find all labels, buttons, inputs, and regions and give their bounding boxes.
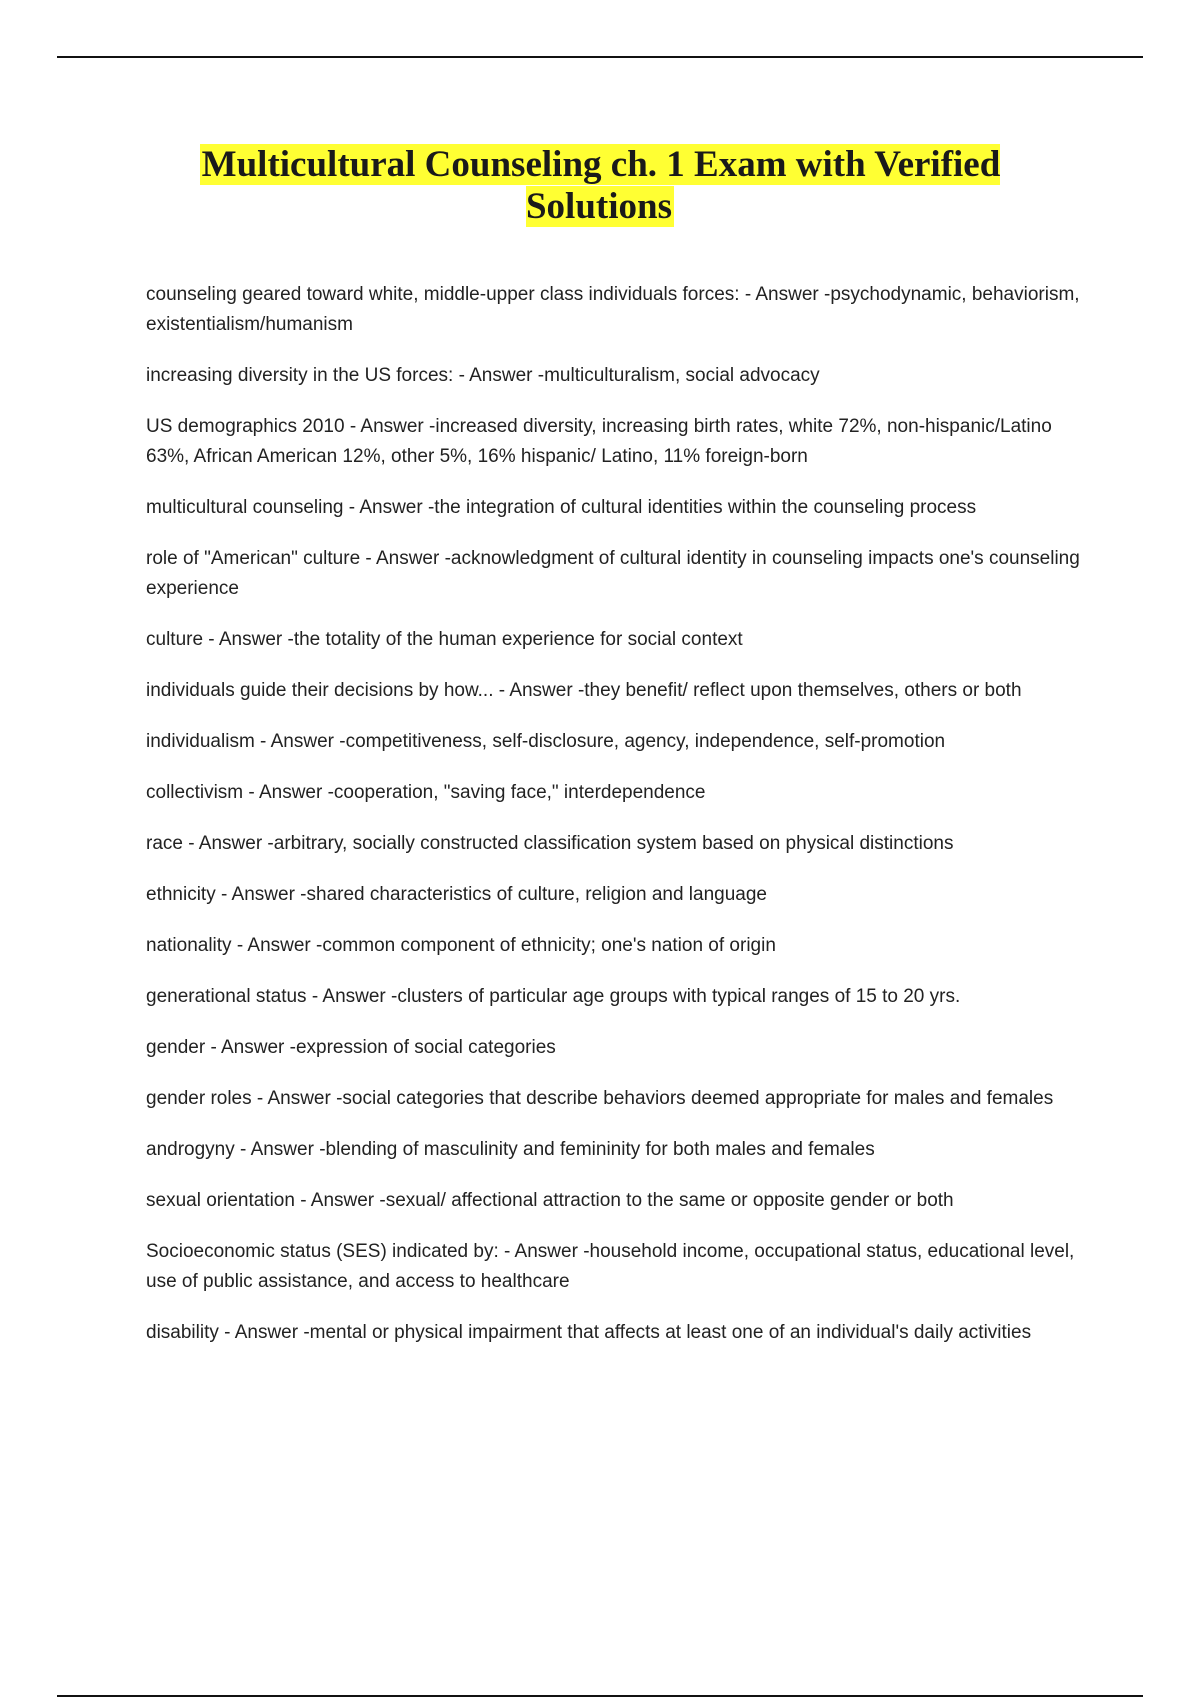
qa-item: Socioeconomic status (SES) indicated by: - Answer -household income, occupational status, educational level, use of public assistance, and access to healthcare [146, 1241, 1075, 1292]
qa-item: individualism - Answer -competitiveness, self-disclosure, agency, independence, self-promotion [146, 731, 946, 752]
qa-item: nationality - Answer -common component of ethnicity; one's nation of origin [146, 935, 776, 956]
qa-item: collectivism - Answer -cooperation, "saving face," interdependence [146, 782, 706, 803]
qa-item: generational status - Answer -clusters of particular age groups with typical ranges of 15 to 20 yrs. [146, 986, 961, 1007]
qa-item: US demographics 2010 - Answer -increased diversity, increasing birth rates, white 72%, non-hispanic/Latino 63%, African American 12%, other 5%, 16% hispanic/ Latino, 11% foreign-born [146, 416, 1052, 467]
qa-item: ethnicity - Answer -shared characteristics of culture, religion and language [146, 884, 767, 905]
qa-item: gender - Answer -expression of social categories [146, 1037, 556, 1058]
qa-item: increasing diversity in the US forces: - Answer -multiculturalism, social advocacy [146, 365, 820, 386]
qa-item: individuals guide their decisions by how... - Answer -they benefit/ reflect upon themselves, others or both [146, 680, 1022, 701]
bottom-rule [57, 1695, 1143, 1697]
qa-item: counseling geared toward white, middle-upper class individuals forces: - Answer -psychodynamic, behaviorism, existentialism/humanism [146, 284, 1080, 335]
qa-item: androgyny - Answer -blending of masculinity and femininity for both males and females [146, 1139, 875, 1160]
qa-item: multicultural counseling - Answer -the integration of cultural identities within the counseling process [146, 497, 977, 518]
qa-item: role of "American" culture - Answer -acknowledgment of cultural identity in counseling impacts one's counseling experience [146, 548, 1080, 599]
qa-item: gender roles - Answer -social categories that describe behaviors deemed appropriate for males and females [146, 1088, 1054, 1109]
qa-item: sexual orientation - Answer -sexual/ affectional attraction to the same or opposite gender or both [146, 1190, 954, 1211]
document-title: Multicultural Counseling ch. 1 Exam with Verified Solutions [201, 144, 1001, 227]
qa-list [146, 280, 1086, 1369]
qa-item: disability - Answer -mental or physical impairment that affects at least one of an individual's daily activities [146, 1322, 1032, 1343]
qa-item: culture - Answer -the totality of the human experience for social context [146, 629, 743, 650]
title-block [0, 144, 1200, 228]
top-rule [57, 56, 1143, 58]
qa-item: race - Answer -arbitrary, socially constructed classification system based on physical distinctions [146, 833, 954, 854]
